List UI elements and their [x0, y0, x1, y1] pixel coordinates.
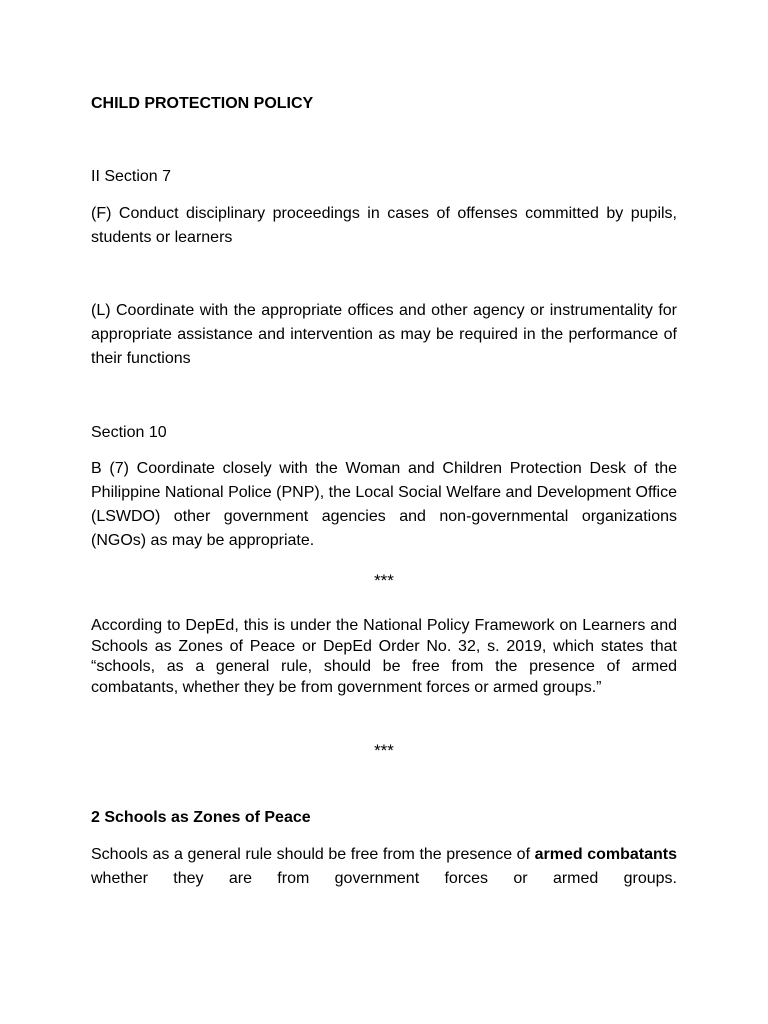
section-ii-heading: II Section 7: [91, 168, 172, 185]
deped-paragraph: According to DepEd, this is under the National Policy Framework on Learners and Schools as Zones of Peace or DepEd Order No. 32, s. 2019, which states that “schools, as a general rule, should be free from the presence of armed combatants, whether they be from government forces or armed groups.”: [91, 617, 677, 696]
separator-stars: ***: [374, 571, 394, 590]
zones-text-end: whether they are from government forces or armed groups.: [91, 870, 677, 887]
zones-text-start: Schools as a general rule should be free from the presence of: [91, 846, 535, 863]
zones-paragraph: [91, 843, 677, 891]
zones-text-bold: armed combatants: [534, 846, 678, 863]
separator-stars: ***: [374, 741, 394, 760]
item-l-paragraph: (L) Coordinate with the appropriate offices and other agency or instrumentality for appropriate assistance and intervention as may be required in the performance of their functions: [91, 302, 677, 367]
item-b7-paragraph: B (7) Coordinate closely with the Woman and Children Protection Desk of the Philippine National Police (PNP), the Local Social Welfare and Development Office (LSWDO) other government agencies and non-governmental organizations (NGOs) as may be appropriate.: [91, 460, 677, 549]
item-f-paragraph: (F) Conduct disciplinary proceedings in cases of offenses committed by pupils, students or learners: [91, 205, 677, 246]
document-title: CHILD PROTECTION POLICY: [91, 95, 314, 112]
zones-heading: 2 Schools as Zones of Peace: [91, 809, 311, 826]
section-10-heading: Section 10: [91, 424, 167, 441]
